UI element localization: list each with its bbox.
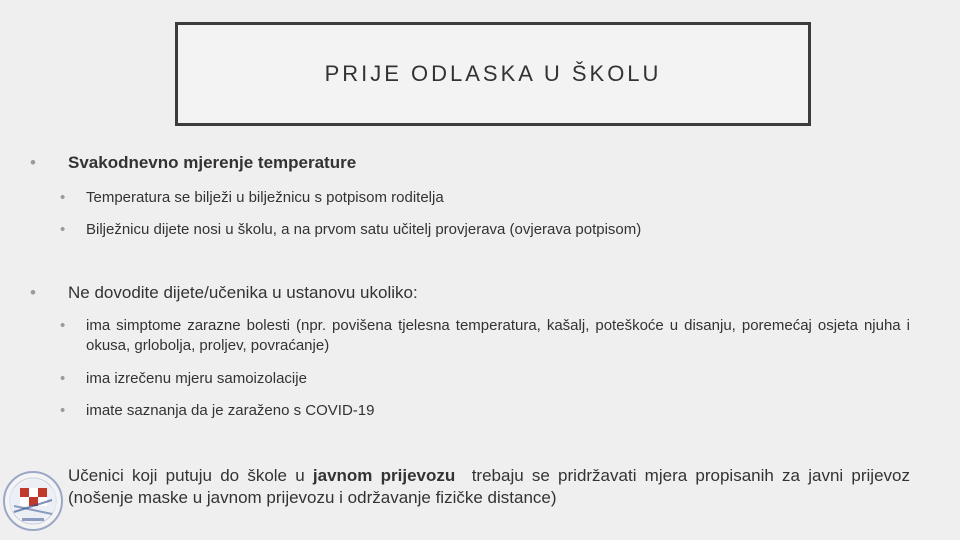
section-2-heading: Ne dovodite dijete/učenika u ustanovu ukoliko:	[68, 283, 418, 302]
bullet-marker: •	[60, 370, 66, 387]
section-1-heading: Svakodnevno mjerenje temperature	[68, 153, 357, 172]
bullet-section-1	[30, 152, 910, 174]
section-1-item-1: Temperatura se bilježi u bilježnicu s potpisom roditelja	[86, 189, 444, 206]
sub-bullet	[60, 220, 910, 240]
bullet-marker: •	[30, 153, 36, 172]
section-2-item-2: ima izrečenu mjeru samoizolacije	[86, 370, 307, 387]
bullet-section-3	[30, 465, 915, 509]
sub-bullet	[60, 369, 910, 389]
school-crest-icon	[2, 470, 64, 532]
bullet-marker: •	[60, 189, 66, 206]
sub-bullet	[60, 188, 910, 208]
bullet-marker: •	[60, 402, 66, 419]
section-3-text	[30, 465, 915, 509]
section-1-item-2: Bilježnicu dijete nosi u školu, a na prvom satu učitelj provjerava (ovjerava potpisom)	[86, 221, 642, 238]
section-3-text-before: Učenici koji putuju do škole u	[68, 466, 313, 485]
section-2-item-1: ima simptome zarazne bolesti (npr. povišena tjelesna temperatura, kašalj, poteškoće u disanju, poremećaj osjeta njuha i okusa, grlobolja, proljev, povraćanje)	[86, 317, 910, 354]
sub-bullet	[60, 401, 910, 421]
title-box	[175, 22, 811, 126]
section-2-item-3: imate saznanja da je zaraženo s COVID-19	[86, 402, 375, 419]
bullet-marker: •	[60, 221, 66, 238]
section-3-text-bold: javnom prijevozu	[312, 466, 456, 485]
slide-title: PRIJE ODLASKA U ŠKOLU	[324, 61, 662, 86]
bullet-marker: •	[30, 283, 36, 302]
section-3-text-after: trebaju se pridržavati mjera propisanih za javni prijevoz (nošenje maske u javnom prijevozu i održavanje fizičke distance)	[68, 466, 915, 507]
bullet-section-2	[30, 282, 910, 304]
bullet-marker: •	[60, 317, 66, 334]
sub-bullet	[60, 316, 910, 356]
